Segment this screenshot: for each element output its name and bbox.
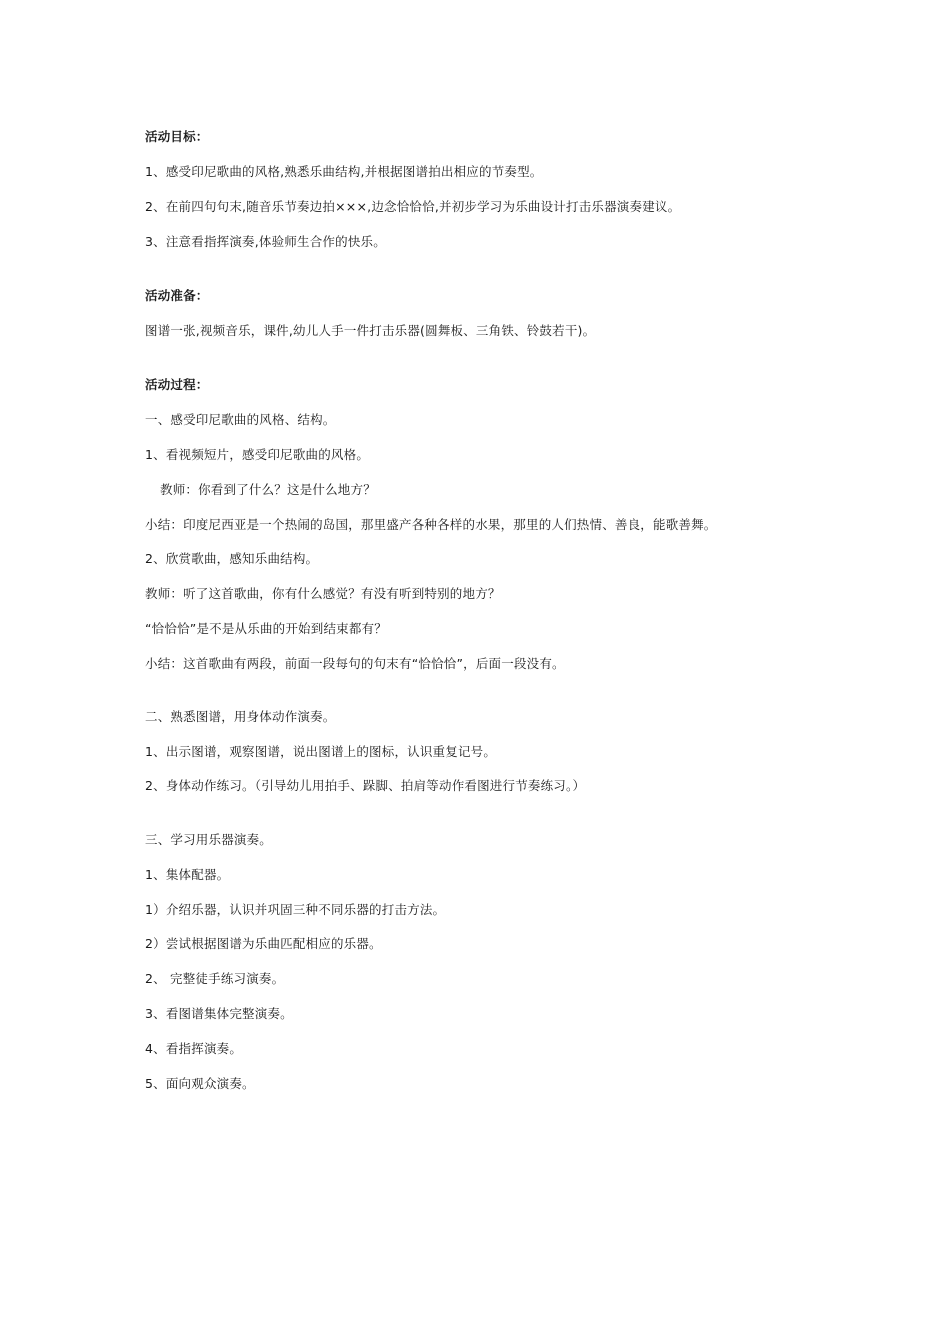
process-line: 小结：这首歌曲有两段，前面一段每句的句末有“恰恰恰”，后面一段没有。: [145, 656, 565, 671]
process-line: 4、看指挥演奏。: [145, 1041, 243, 1056]
goal-item: 1、感受印尼歌曲的风格,熟悉乐曲结构,并根据图谱拍出相应的节奏型。: [145, 164, 543, 179]
section-title: 二、熟悉图谱，用身体动作演奏。: [145, 709, 336, 724]
process-line: 1）介绍乐器，认识并巩固三种不同乐器的打击方法。: [145, 902, 446, 917]
preparation-text: 图谱一张,视频音乐，课件,幼儿人手一件打击乐器(圆舞板、三角铁、铃鼓若干)。: [145, 323, 596, 338]
process-heading: 活动过程：: [145, 377, 209, 392]
process-line: 2）尝试根据图谱为乐曲匹配相应的乐器。: [145, 936, 382, 951]
goal-item: 3、注意看指挥演奏,体验师生合作的快乐。: [145, 234, 386, 249]
process-line: 1、出示图谱，观察图谱，说出图谱上的图标，认识重复记号。: [145, 744, 497, 759]
goals-heading: 活动目标：: [145, 129, 209, 144]
section-title: 一、感受印尼歌曲的风格、结构。: [145, 412, 336, 427]
process-line: 2、欣赏歌曲，感知乐曲结构。: [145, 551, 319, 566]
process-line: 教师：听了这首歌曲，你有什么感觉？有没有听到特别的地方？: [145, 586, 501, 601]
process-line: 3、看图谱集体完整演奏。: [145, 1006, 293, 1021]
process-line: 2、 完整徒手练习演奏。: [145, 971, 285, 986]
preparation-heading: 活动准备：: [145, 288, 209, 303]
section-title: 三、学习用乐器演奏。: [145, 832, 273, 847]
process-line: “恰恰恰”是不是从乐曲的开始到结束都有？: [145, 621, 387, 636]
process-line: 5、面向观众演奏。: [145, 1076, 255, 1091]
process-line: 1、集体配器。: [145, 867, 230, 882]
process-line: 2、身体动作练习。（引导幼儿用拍手、跺脚、拍肩等动作看图进行节奏练习。）: [145, 778, 586, 793]
process-line: 1、看视频短片，感受印尼歌曲的风格。: [145, 447, 370, 462]
process-line: 小结：印度尼西亚是一个热闹的岛国，那里盛产各种各样的水果，那里的人们热情、善良，能歌善舞。: [145, 517, 717, 532]
goal-item: 2、在前四句句末,随音乐节奏边拍×××,边念恰恰恰,并初步学习为乐曲设计打击乐器演奏建议。: [145, 199, 681, 214]
process-line: 教师：你看到了什么？这是什么地方？: [160, 482, 376, 497]
